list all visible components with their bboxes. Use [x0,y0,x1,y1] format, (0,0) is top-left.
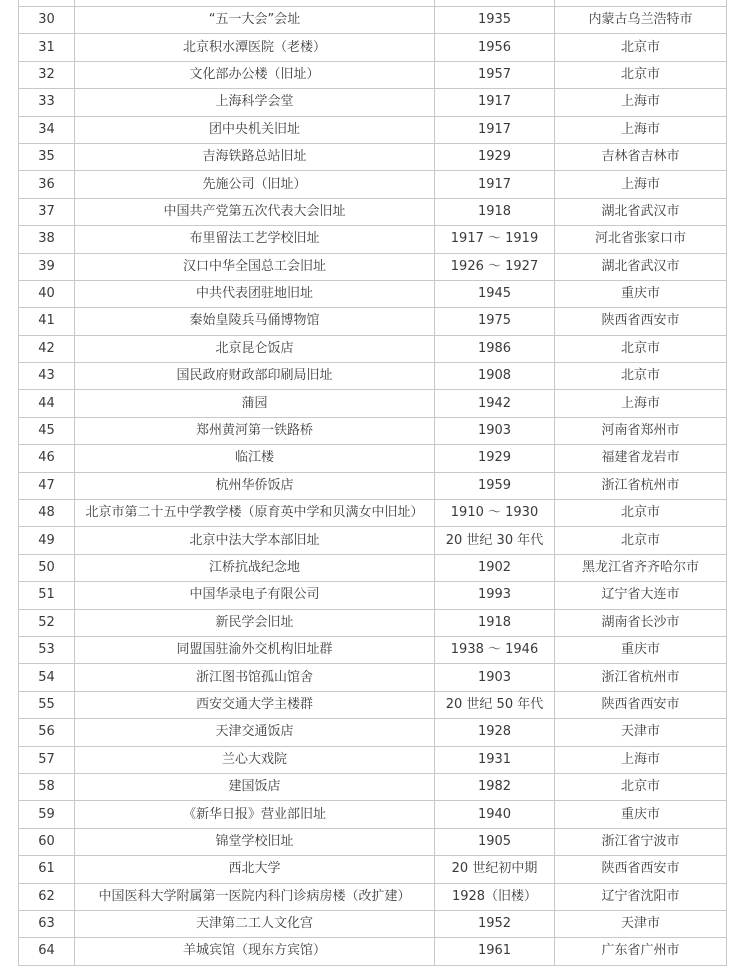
row-number-cell: 34 [19,116,75,143]
location-cell: 北京市 [555,335,727,362]
site-name-cell: 羊城宾馆（现东方宾馆） [75,938,435,965]
site-name-cell: 北京中法大学本部旧址 [75,527,435,554]
site-name-cell: 郑州黄河第一铁路桥 [75,417,435,444]
year-cell: 1959 [435,472,555,499]
table-row [19,719,727,746]
site-name-cell: 西北大学 [75,856,435,883]
site-name-cell: 汉口中华全国总工会旧址 [75,253,435,280]
location-cell: 湖南省长沙市 [555,609,727,636]
year-cell: 1957 [435,61,555,88]
table-row [19,910,727,937]
year-cell: 1903 [435,417,555,444]
location-cell: 浙江省杭州市 [555,664,727,691]
year-cell: 1940 [435,801,555,828]
year-cell: 1917 ～ 1919 [435,226,555,253]
row-number-cell: 48 [19,500,75,527]
row-number-cell: 38 [19,226,75,253]
site-name-cell: 上海科学会堂 [75,89,435,116]
table-row [19,527,727,554]
year-cell: 1942 [435,390,555,417]
row-number-cell: 30 [19,7,75,34]
location-cell: 陕西省西安市 [555,308,727,335]
table-body [19,0,727,965]
year-cell: 1926 ～ 1927 [435,253,555,280]
site-name-cell: 浙江图书馆孤山馆舍 [75,664,435,691]
row-number-cell: 61 [19,856,75,883]
site-name-cell: 临江楼 [75,445,435,472]
location-cell: 北京市 [555,773,727,800]
row-number-cell: 32 [19,61,75,88]
row-number-cell: 37 [19,198,75,225]
location-cell: 辽宁省沈阳市 [555,883,727,910]
location-cell: 浙江省宁波市 [555,828,727,855]
location-cell: 北京市 [555,61,727,88]
site-name-cell: 建国饭店 [75,773,435,800]
site-name-cell: 江桥抗战纪念地 [75,554,435,581]
row-number-cell: 33 [19,89,75,116]
year-cell: 1945 [435,280,555,307]
year-cell: 1905 [435,828,555,855]
site-name-cell: 北京市第二十五中学教学楼（原育英中学和贝满女中旧址） [75,500,435,527]
row-number-cell: 44 [19,390,75,417]
location-cell: 重庆市 [555,280,727,307]
year-cell: 1929 [435,143,555,170]
row-number-cell: 51 [19,582,75,609]
table-row [19,89,727,116]
year-cell: 1917 [435,116,555,143]
table-row [19,883,727,910]
location-cell: 湖北省武汉市 [555,253,727,280]
location-cell: 重庆市 [555,636,727,663]
table-row [19,828,727,855]
table-row [19,308,727,335]
location-cell: 上海市 [555,116,727,143]
site-name-cell: 中国共产党第五次代表大会旧址 [75,198,435,225]
location-cell: 北京市 [555,500,727,527]
year-cell: 1931 [435,746,555,773]
row-number-cell: 60 [19,828,75,855]
year-cell: 1938 ～ 1946 [435,636,555,663]
location-cell: 北京市 [555,34,727,61]
table-row [19,280,727,307]
year-cell: 1975 [435,308,555,335]
table-row [19,61,727,88]
year-cell: 20 世纪 50 年代 [435,691,555,718]
location-cell: 河北省张家口市 [555,226,727,253]
site-name-cell: 天津第二工人文化宫 [75,910,435,937]
site-name-cell: 锦堂学校旧址 [75,828,435,855]
table-row [19,746,727,773]
row-number-cell: 55 [19,691,75,718]
site-name-cell: 团中央机关旧址 [75,116,435,143]
table-row [19,198,727,225]
year-cell: 1928（旧楼） [435,883,555,910]
location-cell: 北京市 [555,527,727,554]
year-cell: 20 世纪初中期 [435,856,555,883]
table-row [19,856,727,883]
location-cell: 广东省广州市 [555,938,727,965]
row-number-cell: 42 [19,335,75,362]
location-cell: 北京市 [555,363,727,390]
location-cell: 辽宁省大连市 [555,582,727,609]
site-name-cell: 北京积水潭医院（老楼） [75,34,435,61]
year-cell: 1917 [435,171,555,198]
year-cell: 1929 [435,445,555,472]
table-row [19,691,727,718]
row-number-cell: 58 [19,773,75,800]
table-row [19,7,727,34]
row-number-cell: 47 [19,472,75,499]
site-name-cell: 先施公司（旧址） [75,171,435,198]
location-cell: 黑龙江省齐齐哈尔市 [555,554,727,581]
location-cell: 天津市 [555,910,727,937]
table-row [19,500,727,527]
table-row [19,253,727,280]
row-number-cell: 62 [19,883,75,910]
table-row [19,143,727,170]
location-cell: 福建省龙岩市 [555,445,727,472]
table-row [19,773,727,800]
row-number-cell: 41 [19,308,75,335]
site-name-cell: 同盟国驻渝外交机构旧址群 [75,636,435,663]
location-cell: 上海市 [555,89,727,116]
row-number-cell: 50 [19,554,75,581]
table-row [19,472,727,499]
year-cell: 1903 [435,664,555,691]
row-number-cell: 56 [19,719,75,746]
year-cell: 1908 [435,363,555,390]
location-cell: 上海市 [555,171,727,198]
table-row [19,554,727,581]
table-row [19,938,727,965]
row-number-cell: 57 [19,746,75,773]
site-name-cell: 《新华日报》营业部旧址 [75,801,435,828]
table-row [19,801,727,828]
row-number-cell: 52 [19,609,75,636]
location-cell: 上海市 [555,390,727,417]
site-name-cell: 布里留法工艺学校旧址 [75,226,435,253]
year-cell: 1952 [435,910,555,937]
year-cell: 1910 ～ 1930 [435,500,555,527]
year-cell: 1961 [435,938,555,965]
year-cell: 1993 [435,582,555,609]
site-name-cell: 中共代表团驻地旧址 [75,280,435,307]
year-cell: 1928 [435,719,555,746]
site-name-cell: 秦始皇陵兵马俑博物馆 [75,308,435,335]
site-name-cell: 吉海铁路总站旧址 [75,143,435,170]
row-number-cell: 54 [19,664,75,691]
location-cell: 陕西省西安市 [555,856,727,883]
site-name-cell: 天津交通饭店 [75,719,435,746]
table-row [19,390,727,417]
year-cell: 1918 [435,198,555,225]
location-cell: 内蒙古乌兰浩特市 [555,7,727,34]
site-name-cell: 西安交通大学主楼群 [75,691,435,718]
location-cell: 重庆市 [555,801,727,828]
table-row [19,171,727,198]
table-row [19,417,727,444]
row-number-cell: 45 [19,417,75,444]
table-row [19,116,727,143]
site-name-cell: 文化部办公楼（旧址） [75,61,435,88]
table-row [19,636,727,663]
year-cell: 1982 [435,773,555,800]
site-name-cell: 杭州华侨饭店 [75,472,435,499]
location-cell: 吉林省吉林市 [555,143,727,170]
site-name-cell: 国民政府财政部印刷局旧址 [75,363,435,390]
site-name-cell: 中国华录电子有限公司 [75,582,435,609]
year-cell: 1956 [435,34,555,61]
table-row [19,34,727,61]
location-cell: 浙江省杭州市 [555,472,727,499]
table-row [19,664,727,691]
heritage-list-table-container [18,0,726,966]
table-row [19,445,727,472]
site-name-cell: 蒲园 [75,390,435,417]
row-number-cell: 35 [19,143,75,170]
row-number-cell: 49 [19,527,75,554]
table-row [19,582,727,609]
location-cell: 陕西省西安市 [555,691,727,718]
location-cell: 天津市 [555,719,727,746]
heritage-list-table [18,0,727,966]
row-number-cell: 40 [19,280,75,307]
row-number-cell: 63 [19,910,75,937]
year-cell: 1986 [435,335,555,362]
row-number-cell: 53 [19,636,75,663]
year-cell: 20 世纪 30 年代 [435,527,555,554]
site-name-cell: “五一大会”会址 [75,7,435,34]
site-name-cell: 兰心大戏院 [75,746,435,773]
year-cell: 1918 [435,609,555,636]
row-number-cell: 46 [19,445,75,472]
row-number-cell: 64 [19,938,75,965]
row-number-cell: 39 [19,253,75,280]
location-cell: 河南省郑州市 [555,417,727,444]
site-name-cell: 中国医科大学附属第一医院内科门诊病房楼（改扩建） [75,883,435,910]
location-cell: 上海市 [555,746,727,773]
year-cell: 1917 [435,89,555,116]
row-number-cell: 36 [19,171,75,198]
row-number-cell: 31 [19,34,75,61]
table-row [19,363,727,390]
year-cell: 1902 [435,554,555,581]
location-cell: 湖北省武汉市 [555,198,727,225]
table-row [19,226,727,253]
site-name-cell: 新民学会旧址 [75,609,435,636]
site-name-cell: 北京昆仑饭店 [75,335,435,362]
table-row [19,609,727,636]
row-number-cell: 43 [19,363,75,390]
year-cell: 1935 [435,7,555,34]
row-number-cell: 59 [19,801,75,828]
table-row [19,335,727,362]
